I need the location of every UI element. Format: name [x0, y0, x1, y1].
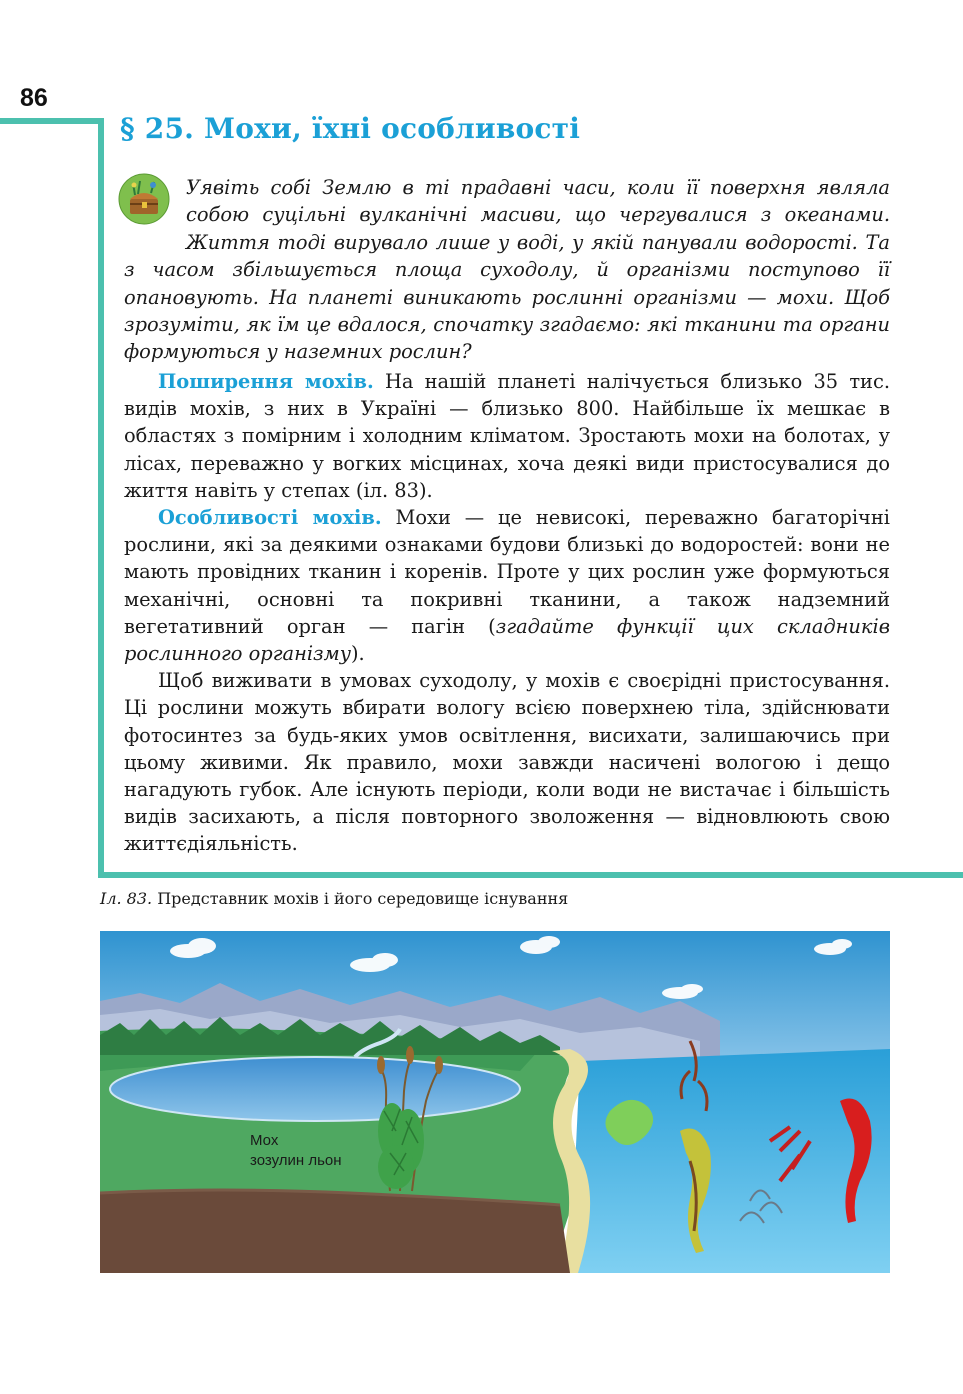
- paragraph-adaptations: Щоб виживати в умовах суходолу, у мохів є своєрідні пристосування. Ці рослини можуть вбирати вологу всією поверхнею тіла, здійснювати фотосинтез за будь-яких умов освітлення, висихати, залишаючись при цьому живими. Як правило, мохи завжди насичені вологою і дещо нагадують губок. Але існують періоди, коли води не вистачає і більшість видів засихають, а після повторного зволоження — відновлюють свою життєдіяльність.: [124, 669, 890, 856]
- body-text: [124, 368, 890, 858]
- frame-left-rule: [98, 118, 104, 878]
- frame-top-rule: [0, 118, 104, 124]
- paragraph-italic-note: згадайте функції цих складників рослинного організму: [124, 614, 890, 666]
- paragraph-heading-distribution: Поширення мохів.: [158, 370, 374, 393]
- paragraph-heading-features: Особливості мохів.: [158, 506, 382, 530]
- figure-number: Іл. 83.: [100, 889, 153, 908]
- figure-caption: [100, 888, 890, 910]
- figure-caption-text: Представник мохів і його середовище існування: [152, 889, 569, 908]
- moss-label-line1: Мох: [250, 1132, 279, 1149]
- paragraph-distribution: [124, 368, 890, 504]
- illustration-svg: [100, 931, 890, 1273]
- moss-label-line2: зозулин льон: [250, 1152, 342, 1169]
- intro-text: Уявіть собі Землю в ті прадавні часи, коли її поверхня являла собою суцільні вулканічні масиви, що чергувалися з океанами. Життя тоді вирувало лише у воді, у якій панували водорості. Та з часом збільшується площа суходолу, й організми поступово її опановують. На планеті виникають рослинні організми — мохи. Щоб зрозуміти, як їм це вдалося, спочатку згадаємо: які тканини та органи формуються у наземних рослин?: [124, 176, 890, 364]
- paragraph-text-distribution: На нашій планеті налічується близько 35 тис. видів мохів, з них в Україні — близько 800. Найбільше їх мешкає в областях з помірним і холодним кліматом. Зростають мохи на болотах, у лісах, переважно у вогких місцинах, хоча деякі види пристосувалися до життя навіть у степах (іл. 83).: [124, 370, 890, 502]
- paragraph-text-tail: ).: [350, 642, 365, 666]
- frame-bottom-rule: [98, 872, 963, 878]
- paragraph-text-features: Мохи — це невисокі, переважно багаторічні рослини, які за деякими ознаками будови близькі до водоростей: вони не мають провідних тканин і коренів. Проте у цих рослин уже формуються механічні, основні та покривні тканини, а також надземний вегетативний орган — пагін (: [124, 506, 890, 638]
- page-number: 86: [20, 84, 48, 112]
- section-title: § 25. Мохи, їхні особливості: [120, 112, 581, 145]
- moss-habitat-illustration: [100, 931, 890, 1273]
- paragraph-features: [124, 504, 890, 667]
